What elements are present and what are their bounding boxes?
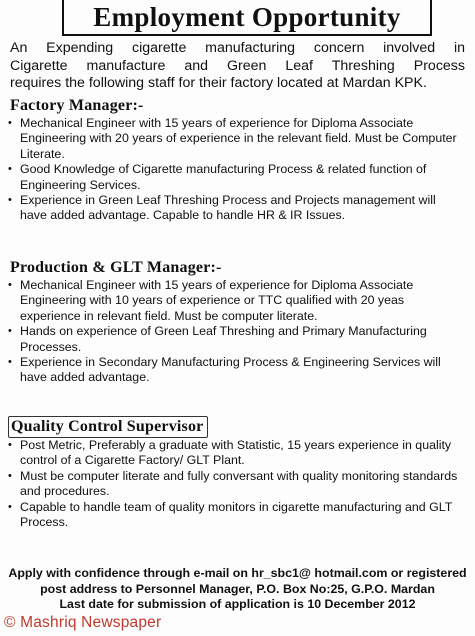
list-item-text: Capable to handle team of quality monitors in cigarette manufacturing and GLT Process. — [20, 499, 453, 530]
list-item — [8, 162, 465, 193]
section-heading: Factory Manager:- — [10, 97, 144, 114]
intro-line: requires the following staff for their factory located at Mardan KPK. — [10, 75, 427, 91]
requirements-list — [8, 278, 465, 386]
list-item-text: Post Metric, Preferably a graduate with Statistic, 15 years experience in quality control of a Cigarette Factory/ GLT Plant. — [20, 438, 452, 468]
list-item-text: Experience in Green Leaf Threshing Process and Projects management will have added advantage. Capable to handle HR & IR Issues. — [20, 193, 436, 223]
intro-line: Cigarette manufacture and Green Leaf Threshing Process — [10, 57, 465, 74]
title-box — [62, 0, 432, 36]
list-item — [8, 193, 465, 224]
newspaper-watermark: © Mashriq Newspaper — [4, 614, 162, 631]
intro-paragraph — [10, 40, 465, 93]
bullet-icon: • — [8, 500, 12, 513]
apply-line: post address to Personnel Manager, P.O. Box No:25, G.P.O. Mardan — [40, 581, 435, 596]
list-item — [8, 116, 465, 162]
list-item-text: Mechanical Engineer with 15 years of experience for Diploma Associate Engineering with 10 years of experience or TTC qualified with 20 yeas experience in relevant field. Must be computer literate. — [20, 278, 414, 323]
bullet-icon: • — [8, 163, 12, 176]
intro-line: An Expending cigarette manufacturing concern involved in — [10, 40, 465, 56]
list-item — [8, 469, 465, 500]
bullet-icon: • — [8, 279, 12, 291]
bullet-icon: • — [8, 194, 12, 207]
section-production-glt-manager — [8, 258, 465, 386]
deadline-line: Last date for submission of application is 10 December 2012 — [59, 597, 416, 612]
list-item — [8, 324, 465, 355]
bullet-icon: • — [8, 117, 12, 129]
requirements-list — [8, 116, 465, 224]
bullet-icon: • — [8, 325, 12, 338]
bullet-icon: • — [8, 439, 12, 451]
list-item-text: Experience in Secondary Manufacturing Process & Engineering Services will have added advantage. — [20, 355, 441, 385]
section-heading: Production & GLT Manager:- — [10, 259, 222, 276]
ad-title: Employment Opportunity — [93, 2, 401, 32]
bullet-icon: • — [8, 356, 12, 369]
section-quality-control-supervisor — [8, 416, 465, 530]
list-item-text: Must be computer literate and fully conversant with quality monitoring standards and procedures. — [20, 468, 458, 499]
requirements-list — [8, 438, 465, 530]
list-item — [8, 278, 465, 324]
section-factory-manager — [8, 96, 465, 224]
list-item — [8, 355, 465, 386]
section-heading: Quality Control Supervisor — [8, 416, 208, 438]
list-item — [8, 438, 465, 469]
list-item-text: Hands on experience of Green Leaf Threshing and Primary Manufacturing Processes. — [20, 324, 427, 354]
list-item-text: Mechanical Engineer with 15 years of experience for Diploma Associate Engineering with 20 years of experience in the relevant field. Must be Computer Literate. — [20, 116, 457, 161]
apply-line: Apply with confidence through e-mail on hr_sbc1@ hotmail.com or registered — [8, 566, 467, 580]
application-instructions — [6, 566, 469, 613]
list-item-text: Good Knowledge of Cigarette manufacturing Process & related function of Engineering Services. — [20, 162, 427, 192]
list-item — [8, 500, 465, 531]
bullet-icon: • — [8, 469, 12, 482]
